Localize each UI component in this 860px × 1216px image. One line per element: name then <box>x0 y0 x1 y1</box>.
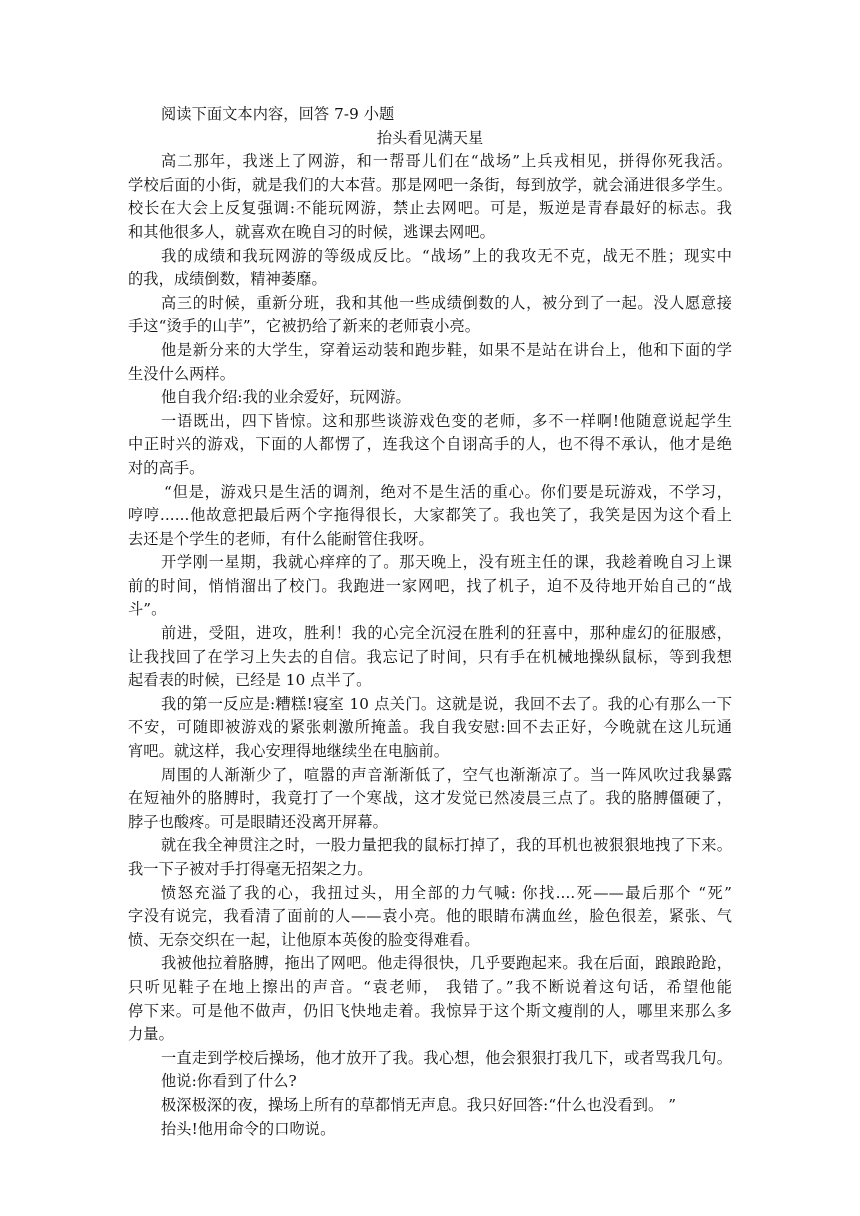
text-line: 学校后面的小街，就是我们的大本营。那是网吧一条街，每到放学，就会涌进很多学生。 <box>128 175 732 194</box>
text-line: 我的第一反应是:糟糕!寝室 10 点关门。这就是说，我回不去了。我的心有那么一下 <box>161 694 732 713</box>
text-line: 哼哼......他故意把最后两个字拖得很长，大家都笑了。我也笑了，我笑是因为这个看上 <box>128 506 732 525</box>
text-line: 去还是个学生的老师，有什么能耐管住我呀。 <box>128 529 434 548</box>
text-line: 生没什么两样。 <box>128 364 236 383</box>
text-line: 校长在大会上反复强调:不能玩网游，禁止去网吧。可是，叛逆是青春最好的标志。我 <box>128 199 732 218</box>
text-line: 停下来。可是他不做声，仍旧飞快地走着。我惊异于这个斯文瘦削的人，哪里来那么多 <box>128 1001 732 1020</box>
text-line: 我被他拉着胳膊，拖出了网吧。他走得很快，几乎要跑起来。我在后面，踉踉跄跄， <box>161 954 732 973</box>
text-line: 字没有说完，我看清了面前的人——袁小亮。他的眼睛布满血丝，脸色很差，紧张、气 <box>128 907 732 926</box>
text-line: 和其他很多人，就喜欢在晚自习的时候，逃课去网吧。 <box>128 222 495 241</box>
text-line: 他是新分来的大学生，穿着运动装和跑步鞋，如果不是站在讲台上，他和下面的学 <box>161 340 732 359</box>
text-line: 愤怒充溢了我的心，我扭过头，用全部的力气喊: 你找....死——最后那个 “死” <box>161 883 732 902</box>
text-line: 就在我全神贯注之时，一股力量把我的鼠标打掉了，我的耳机也被狠狠地拽了下来。 <box>161 836 732 855</box>
text-line: 一直走到学校后操场，他才放开了我。我心想，他会狠狠打我几下，或者骂我几句。 <box>161 1048 732 1067</box>
text-line: 不安，可随即被游戏的紧张刺激所掩盖。我自我安慰:回不去正好，今晚就在这儿玩通 <box>128 718 732 737</box>
text-line: 极深极深的夜，操场上所有的草都悄无声息。我只好回答:“什么也没看到。 ” <box>161 1095 677 1114</box>
text-line: 高二那年，我迷上了网游，和一帮哥儿们在“战场”上兵戎相见，拼得你死我活。 <box>161 152 732 171</box>
text-line: 抬头!他用命令的口吻说。 <box>161 1119 336 1138</box>
text-line: 前进，受阻，进攻，胜利！我的心完全沉浸在胜利的狂喜中，那种虚幻的征服感， <box>161 624 732 643</box>
document-page <box>128 103 732 1141</box>
text-line: 起看表的时候，已经是 10 点半了。 <box>128 671 372 690</box>
text-line: 中正时兴的游戏，下面的人都愣了，连我这个自诩高手的人，也不得不承认，他才是绝 <box>128 435 732 454</box>
text-line: 的我，成绩倒数，精神萎靡。 <box>128 270 327 289</box>
reading-instruction: 阅读下面文本内容，回答 7-9 小题 <box>161 105 395 123</box>
text-line: 只听见鞋子在地上擦出的声音。“袁老师， 我错了。”我不断说着这句话，希望他能 <box>128 977 732 996</box>
text-line: 前的时间，悄悄溜出了校门。我跑进一家网吧，找了机子，迫不及待地开始自己的“战 <box>128 576 732 595</box>
text-line: 力量。 <box>128 1025 174 1044</box>
text-line: 高三的时候，重新分班，我和其他一些成绩倒数的人，被分到了一起。没人愿意接 <box>161 293 732 312</box>
article-title: 抬头看见满天星 <box>376 128 484 147</box>
text-line: 宵吧。就这样，我心安理得地继续坐在电脑前。 <box>128 742 450 761</box>
text-line: 让我找回了在学习上失去的自信。我忘记了时间，只有手在机械地操纵鼠标，等到我想 <box>128 647 732 666</box>
text-line: 一语既出，四下皆惊。这和那些谈游戏色变的老师，多不一样啊!他随意说起学生 <box>161 411 732 430</box>
text-line: 手这“烫手的山芋”，它被扔给了新来的老师袁小亮。 <box>128 317 481 336</box>
text-line: 我一下子被对手打得毫无招架之力。 <box>128 860 373 878</box>
text-line: 我的成绩和我玩网游的等级成反比。“战场”上的我攻无不克，战无不胜；现实中 <box>161 246 732 265</box>
text-line: 斗”。 <box>128 600 167 619</box>
text-line: 愤、无奈交织在一起，让他原本英俊的脸变得难看。 <box>128 930 480 949</box>
text-line: 开学刚一星期，我就心痒痒的了。那天晚上，没有班主任的课，我趁着晚自习上课 <box>161 553 732 572</box>
article-body <box>128 150 732 1141</box>
text-line: 他说:你看到了什么? <box>161 1072 297 1091</box>
text-line: 脖子也酸疼。可是眼睛还没离开屏幕。 <box>128 812 388 831</box>
text-line: 他自我介绍:我的业余爱好，玩网游。 <box>161 388 411 407</box>
text-line: 周围的人渐渐少了，喧嚣的声音渐渐低了，空气也渐渐凉了。当一阵风吹过我暴露 <box>161 765 732 784</box>
text-line: “但是，游戏只是生活的调剂，绝对不是生活的重心。你们要是玩游戏，不学习， <box>164 482 732 501</box>
text-line: 在短袖外的胳膊时，我竟打了一个寒战，这才发觉已然凌晨三点了。我的胳膊僵硬了， <box>128 789 732 808</box>
text-line: 对的高手。 <box>128 458 205 477</box>
